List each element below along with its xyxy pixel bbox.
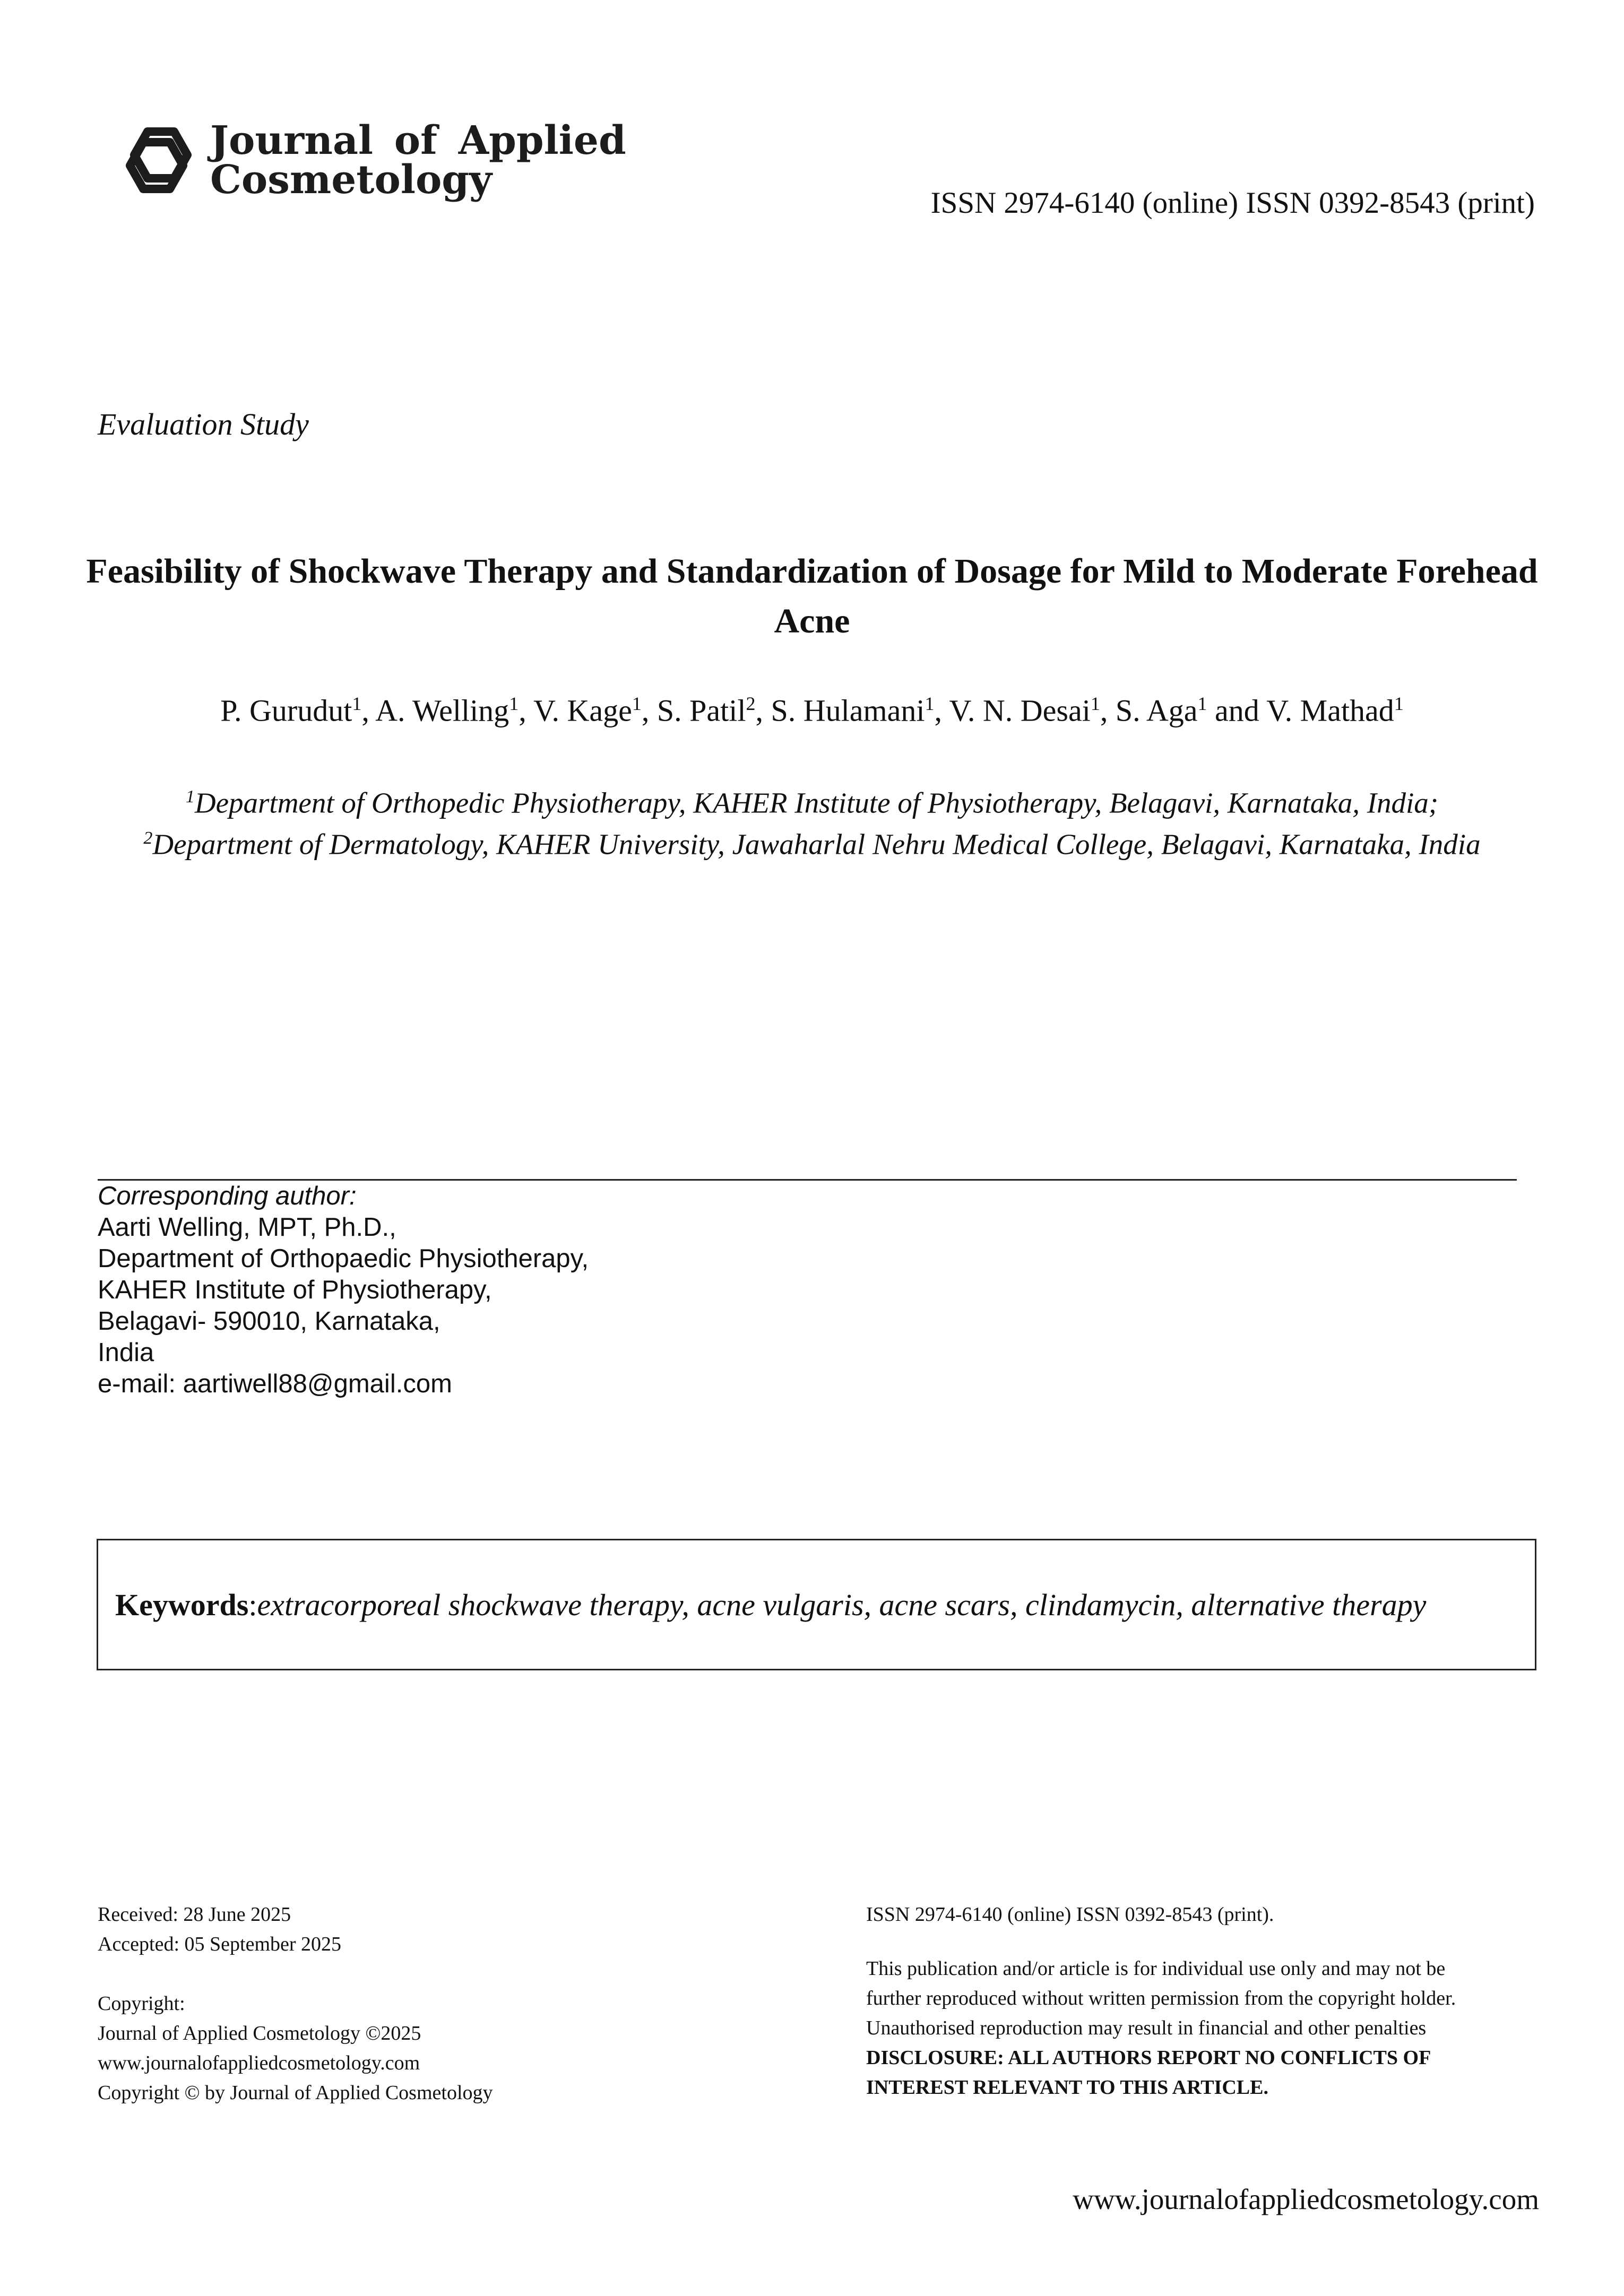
author-affiliation-mark: 1 <box>1197 693 1207 714</box>
article-title: Feasibility of Shockwave Therapy and Standardization of Dosage for Mild to Moderate Forehead Acne <box>86 552 1538 640</box>
corresponding-line: India <box>98 1338 154 1367</box>
author-affiliation-mark: 1 <box>1090 693 1100 714</box>
disclosure-line: INTEREST RELEVANT TO THIS ARTICLE. <box>866 2076 1268 2099</box>
publication-info <box>98 1900 493 2108</box>
accepted-date: Accepted: 05 September 2025 <box>98 1933 342 1955</box>
author-affiliation-mark: 1 <box>632 693 642 714</box>
affiliation-number: 1 <box>185 787 195 807</box>
author-name: V. Kage <box>533 693 632 728</box>
author-name: P. Gurudut <box>220 693 352 728</box>
author-affiliation-mark: 1 <box>925 693 935 714</box>
corresponding-line: Aarti Welling, MPT, Ph.D., <box>98 1213 396 1242</box>
author-affiliation-mark: 1 <box>352 693 362 714</box>
copyright-label: Copyright: <box>98 1992 185 2015</box>
corresponding-email: e-mail: aartiwell88@gmail.com <box>98 1370 452 1398</box>
article-type: Evaluation Study <box>98 407 309 441</box>
author-name: V. N. Desai <box>949 693 1091 728</box>
author-affiliation-mark: 1 <box>509 693 519 714</box>
journal-website: www.journalofappliedcosmetology.com <box>98 2052 420 2074</box>
journal-name: Journal of Applied Cosmetology <box>210 118 626 203</box>
author-name: A. Welling <box>375 693 509 728</box>
author-name: S. Aga <box>1115 693 1198 728</box>
affiliation-text: Department of Dermatology, KAHER University, Jawaharlal Nehru Medical College, Belagavi, Karnataka, India <box>152 828 1481 861</box>
corresponding-line: Department of Orthopaedic Physiotherapy, <box>98 1244 589 1273</box>
affiliation-line <box>64 779 1560 820</box>
affiliation-number: 2 <box>143 828 153 848</box>
corresponding-author <box>98 1181 589 1400</box>
notice-line: This publication and/or article is for individual use only and may not be <box>866 1957 1446 1980</box>
corresponding-label: Corresponding author: <box>98 1182 357 1210</box>
journal-logo <box>121 118 626 203</box>
keywords-label: Keywords <box>115 1587 249 1622</box>
affiliation-text: Department of Orthopedic Physiotherapy, KAHER Institute of Physiotherapy, Belagavi, Karnataka, India; <box>194 786 1439 819</box>
keywords-box: Keywords : extracorporeal shockwave therapy, acne vulgaris, acne scars, clindamycin, alternative therapy <box>97 1539 1536 1670</box>
rights-info <box>866 1900 1456 2102</box>
notice-line: Unauthorised reproduction may result in financial and other penalties <box>866 2017 1427 2039</box>
keywords-value: extracorporeal shockwave therapy, acne vulgaris, acne scars, clindamycin, alternative therapy <box>257 1587 1427 1622</box>
affiliations <box>64 779 1560 862</box>
header-issn: ISSN 2974-6140 (online) ISSN 0392-8543 (print) <box>930 186 1535 220</box>
affiliation-line <box>64 820 1560 862</box>
author-list: P. Gurudut$^1$, A. Welling$^1$, V. Kage$^1$, S. Patil$^2$, S. Hulamani$^1$, V. N. Desai$^1$, S. Aga$^1$ and V. Mathad$^1$ <box>220 693 1404 728</box>
author-affiliation-mark: 1 <box>1394 693 1404 714</box>
corresponding-line: KAHER Institute of Physiotherapy, <box>98 1276 492 1304</box>
notice-line: further reproduced without written permission from the copyright holder. <box>866 1987 1456 2009</box>
author-affiliation-mark: 2 <box>746 693 756 714</box>
footer-website-link[interactable]: www.journalofappliedcosmetology.com <box>1073 2183 1539 2215</box>
author-name: S. Hulamani <box>771 693 925 728</box>
received-date: Received: 28 June 2025 <box>98 1903 291 1926</box>
copyright-by: Copyright © by Journal of Applied Cosmetology <box>98 2082 493 2104</box>
footer-issn: ISSN 2974-6140 (online) ISSN 0392-8543 (print). <box>866 1903 1274 1926</box>
author-name: V. Mathad <box>1266 693 1394 728</box>
copyright-journal: Journal of Applied Cosmetology ©2025 <box>98 2022 421 2044</box>
author-name: S. Patil <box>656 693 746 728</box>
disclosure-line: DISCLOSURE: ALL AUTHORS REPORT NO CONFLICTS OF <box>866 2047 1431 2069</box>
journal-logo-icon <box>121 126 196 194</box>
corresponding-line: Belagavi- 590010, Karnataka, <box>98 1307 440 1336</box>
